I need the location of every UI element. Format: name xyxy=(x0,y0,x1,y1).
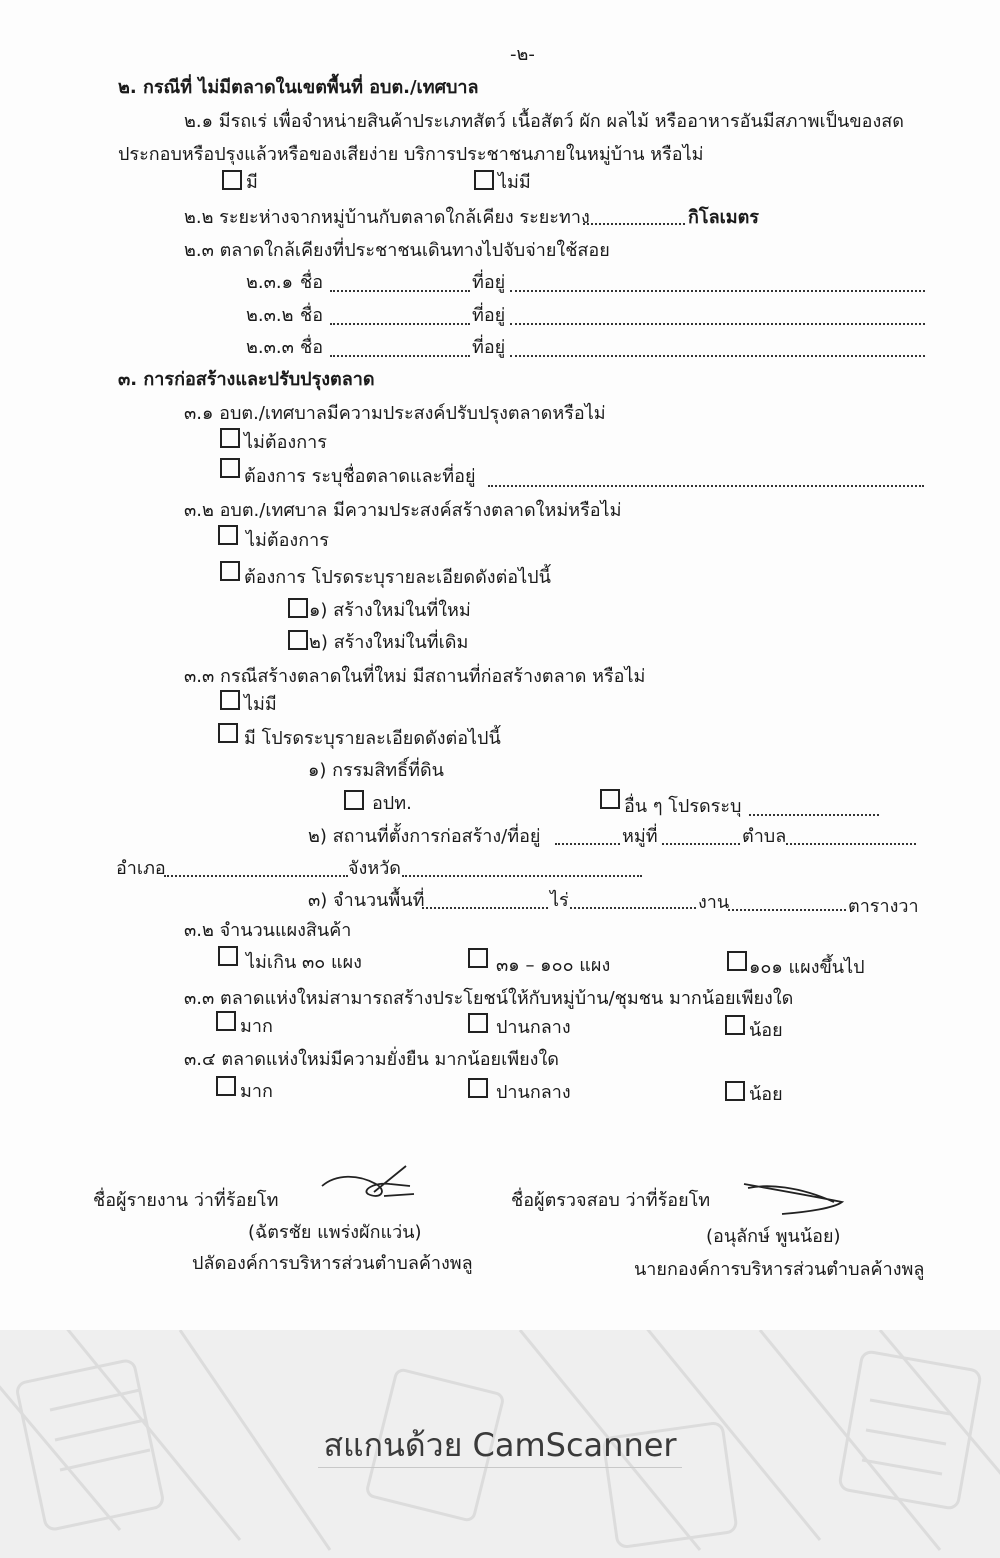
market-2-name-label: ชื่อ xyxy=(300,305,324,326)
sustain-medium-checkbox[interactable] xyxy=(468,1078,488,1098)
q33b-text: ๓.๓ ตลาดแห่งใหม่สามารถสร้างประโยชน์ให้กับหมู่บ้าน/ชุมชน มากน้อยเพียงใด xyxy=(184,988,794,1009)
market-3-number: ๒.๓.๓ xyxy=(246,337,294,358)
reporter-name: (ฉัตรชัย แพร่งผักแว่น) xyxy=(248,1222,422,1243)
page-number: -๒- xyxy=(510,44,535,65)
q33-yes-checkbox[interactable] xyxy=(218,723,238,743)
q31-market-address-field[interactable] xyxy=(488,485,924,487)
market-2-number: ๒.๓.๒ xyxy=(246,305,294,326)
market-3-address-label: ที่อยู่ xyxy=(472,337,506,358)
ownership-other-checkbox[interactable] xyxy=(600,789,620,809)
ngan-label: งาน xyxy=(698,892,730,913)
market-1-address-field[interactable] xyxy=(510,290,925,292)
rai-label: ไร่ xyxy=(550,890,569,911)
q32-no-label: ไม่ต้องการ xyxy=(246,530,329,551)
market-1-number: ๒.๓.๑ xyxy=(246,272,294,293)
moo-label: หมู่ที่ xyxy=(622,826,658,847)
stall-option-2-label: ๓๑ – ๑๐๐ แผง xyxy=(496,955,611,976)
tambon-label: ตำบล xyxy=(742,826,787,847)
q23-label: ๒.๓ ตลาดใกล้เคียงที่ประชาชนเดินทางไปจับจ่ายใช้สอย xyxy=(184,240,610,261)
q21-yes-label: มี xyxy=(246,172,258,193)
ownership-local-gov-label: อปท. xyxy=(372,793,412,814)
ownership-local-gov-checkbox[interactable] xyxy=(344,790,364,810)
wa-label: ตารางวา xyxy=(848,896,919,917)
q31-no-label: ไม่ต้องการ xyxy=(244,432,327,453)
reporter-title: ปลัดองค์การบริหารส่วนตำบลค้างพลู xyxy=(192,1253,473,1274)
q21-no-checkbox[interactable] xyxy=(474,170,494,190)
location-address-field[interactable] xyxy=(555,843,620,845)
stall-option-2-checkbox[interactable] xyxy=(468,948,488,968)
q21-text-line1: ๒.๑ มีรถเร่ เพื่อจำหน่ายสินค้าประเภทสัตว์ เนื้อสัตว์ ผัก ผลไม้ หรืออาหารอันมีสภาพเป็นของสด xyxy=(184,111,904,132)
area-wa-field[interactable] xyxy=(728,909,846,911)
section-3-heading: ๓. การก่อสร้างและปรับปรุงตลาด xyxy=(118,369,375,390)
benefit-high-label: มาก xyxy=(240,1016,273,1037)
q33-yes-label: มี โปรดระบุรายละเอียดดังต่อไปนี้ xyxy=(244,728,501,749)
tambon-field[interactable] xyxy=(786,843,916,845)
sustain-medium-label: ปานกลาง xyxy=(496,1082,571,1103)
q22-unit: กิโลเมตร xyxy=(688,207,759,228)
benefit-medium-label: ปานกลาง xyxy=(496,1017,571,1038)
ownership-other-label: อื่น ๆ โปรดระบุ xyxy=(624,796,742,817)
q22-distance-field[interactable] xyxy=(583,223,685,225)
benefit-low-checkbox[interactable] xyxy=(725,1015,745,1035)
market-2-address-label: ที่อยู่ xyxy=(472,305,506,326)
province-label: จังหวัด xyxy=(348,858,401,879)
q31-text: ๓.๑ อบต./เทศบาลมีความประสงค์ปรับปรุงตลาดหรือไม่ xyxy=(184,403,606,424)
market-2-address-field[interactable] xyxy=(510,323,925,325)
q32-option-1-label: ๑) สร้างใหม่ในที่ใหม่ xyxy=(309,600,471,621)
stall-option-1-checkbox[interactable] xyxy=(218,946,238,966)
q31-no-checkbox[interactable] xyxy=(220,428,240,448)
sustain-low-checkbox[interactable] xyxy=(725,1081,745,1101)
q33-no-checkbox[interactable] xyxy=(220,690,240,710)
q21-no-label: ไม่มี xyxy=(498,172,531,193)
market-1-name-field[interactable] xyxy=(330,290,470,292)
market-1-name-label: ชื่อ xyxy=(300,272,324,293)
benefit-medium-checkbox[interactable] xyxy=(468,1013,488,1033)
inspector-name: (อนุลักษ์ พูนน้อย) xyxy=(706,1226,841,1247)
q33-text: ๓.๓ กรณีสร้างตลาดในที่ใหม่ มีสถานที่ก่อสร้างตลาด หรือไม่ xyxy=(184,666,646,687)
q32-yes-checkbox[interactable] xyxy=(220,561,240,581)
q32-option-2-checkbox[interactable] xyxy=(288,630,308,650)
q34-text: ๓.๔ ตลาดแห่งใหม่มีความยั่งยืน มากน้อยเพียงใด xyxy=(184,1049,559,1070)
q32-yes-label: ต้องการ โปรดระบุรายละเอียดดังต่อไปนี้ xyxy=(244,567,551,588)
amphoe-label: อำเภอ xyxy=(116,858,166,879)
inspector-title: นายกองค์การบริหารส่วนตำบลค้างพลู xyxy=(634,1259,925,1280)
market-1-address-label: ที่อยู่ xyxy=(472,272,506,293)
sustain-high-label: มาก xyxy=(240,1081,273,1102)
q21-text-line2: ประกอบหรือปรุงแล้วหรือของเสียง่าย บริการประชาชนภายในหมู่บ้าน หรือไม่ xyxy=(118,144,704,165)
market-2-name-field[interactable] xyxy=(330,323,470,325)
benefit-low-label: น้อย xyxy=(749,1020,783,1041)
q32-text: ๓.๒ อบต./เทศบาล มีความประสงค์สร้างตลาดใหม่หรือไม่ xyxy=(184,500,622,521)
stall-option-3-label: ๑๐๑ แผงขึ้นไป xyxy=(749,957,865,978)
q32-no-checkbox[interactable] xyxy=(218,525,238,545)
q33-no-label: ไม่มี xyxy=(244,694,277,715)
q22-label: ๒.๒ ระยะห่างจากหมู่บ้านกับตลาดใกล้เคียง ระยะทาง xyxy=(184,207,590,228)
inspector-label: ชื่อผู้ตรวจสอบ ว่าที่ร้อยโท xyxy=(511,1190,711,1211)
market-3-address-field[interactable] xyxy=(510,355,925,357)
scanner-label: สแกนด้วย CamScanner xyxy=(323,1426,677,1464)
section-2-heading: ๒. กรณีที่ ไม่มีตลาดในเขตพื้นที่ อบต./เทศบาล xyxy=(118,77,479,98)
sustain-low-label: น้อย xyxy=(749,1084,783,1105)
benefit-high-checkbox[interactable] xyxy=(216,1011,236,1031)
amphoe-field[interactable] xyxy=(164,875,348,877)
inspector-signature xyxy=(738,1172,850,1216)
reporter-label: ชื่อผู้รายงาน ว่าที่ร้อยโท xyxy=(93,1190,279,1211)
ownership-label: ๑) กรรมสิทธิ์ที่ดิน xyxy=(308,760,444,781)
market-3-name-field[interactable] xyxy=(330,355,470,357)
q31-yes-checkbox[interactable] xyxy=(220,458,240,478)
q32-option-2-label: ๒) สร้างใหม่ในที่เดิม xyxy=(309,632,469,653)
q32b-text: ๓.๒ จำนวนแผงสินค้า xyxy=(184,920,352,941)
q21-yes-checkbox[interactable] xyxy=(222,170,242,190)
province-field[interactable] xyxy=(402,875,642,877)
stall-option-3-checkbox[interactable] xyxy=(727,951,747,971)
stall-option-1-label: ไม่เกิน ๓๐ แผง xyxy=(246,952,362,973)
area-rai-field[interactable] xyxy=(422,907,548,909)
q32-option-1-checkbox[interactable] xyxy=(288,598,308,618)
q31-yes-label: ต้องการ ระบุชื่อตลาดและที่อยู่ xyxy=(244,466,476,487)
area-ngan-field[interactable] xyxy=(570,907,696,909)
location-label: ๒) สถานที่ตั้งการก่อสร้าง/ที่อยู่ xyxy=(308,826,541,847)
sustain-high-checkbox[interactable] xyxy=(216,1076,236,1096)
scanner-label-underline xyxy=(318,1467,682,1468)
ownership-other-field[interactable] xyxy=(749,814,879,816)
area-label: ๓) จำนวนพื้นที่ xyxy=(308,890,425,911)
reporter-signature xyxy=(318,1160,418,1206)
market-3-name-label: ชื่อ xyxy=(300,337,324,358)
moo-field[interactable] xyxy=(662,843,740,845)
